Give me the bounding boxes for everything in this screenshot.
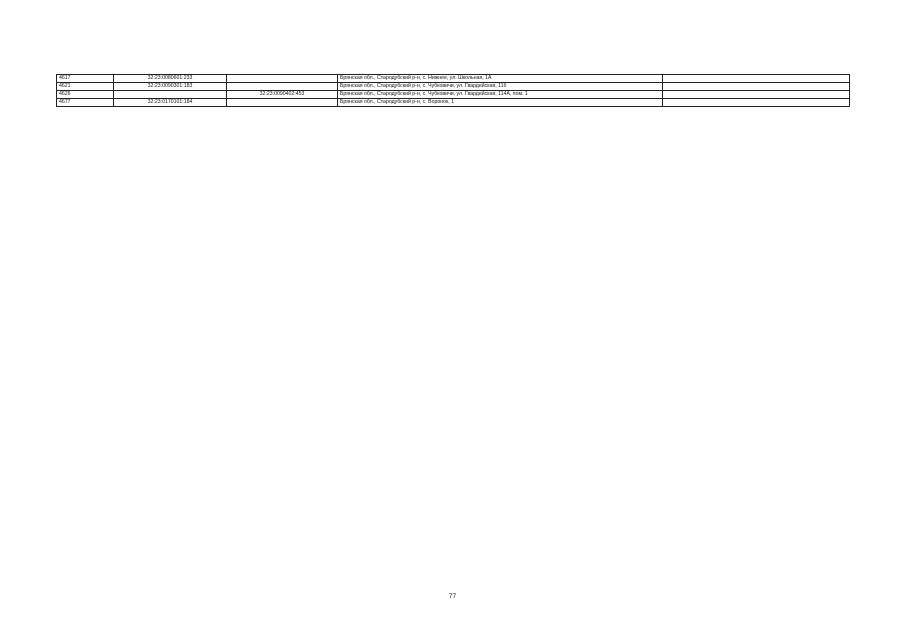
- building-cadastral-number-cell: [227, 75, 338, 83]
- row-number-cell: 4621: [57, 83, 114, 91]
- table-row: [57, 75, 850, 83]
- register-table: [56, 74, 850, 107]
- table-row: [57, 99, 850, 107]
- table-row: [57, 91, 850, 99]
- row-number-cell: 4617: [57, 75, 114, 83]
- cadastral-number-cell: [114, 91, 227, 99]
- building-cadastral-number-cell: [227, 99, 338, 107]
- address-cell: Брянская обл., Стародубский р-н, с. Чубковичи, ул. Гвардейская, 114А, пом. 1: [338, 91, 663, 99]
- note-cell: [663, 91, 850, 99]
- register-table-body: [57, 75, 850, 107]
- building-cadastral-number-cell: 32:23:0090402:453: [227, 91, 338, 99]
- row-number-cell: 4677: [57, 99, 114, 107]
- address-cell: Брянская обл., Стародубский р-н, с. Воронок, 1: [338, 99, 663, 107]
- note-cell: [663, 83, 850, 91]
- cadastral-number-cell: 32:23:0080601:233: [114, 75, 227, 83]
- cadastral-number-cell: 32:23:0090301:183: [114, 83, 227, 91]
- address-cell: Брянская обл., Стародубский р-н, с. Нижнее, ул. Школьная, 1А: [338, 75, 663, 83]
- note-cell: [663, 75, 850, 83]
- cadastral-number-cell: 32:23:0170101:184: [114, 99, 227, 107]
- note-cell: [663, 99, 850, 107]
- address-cell: Брянская обл., Стародубский р-н, с. Чубковичи, ул. Гвардейская, 11б: [338, 83, 663, 91]
- page-number: 77: [448, 593, 457, 600]
- row-number-cell: 4626: [57, 91, 114, 99]
- building-cadastral-number-cell: [227, 83, 338, 91]
- table-row: [57, 83, 850, 91]
